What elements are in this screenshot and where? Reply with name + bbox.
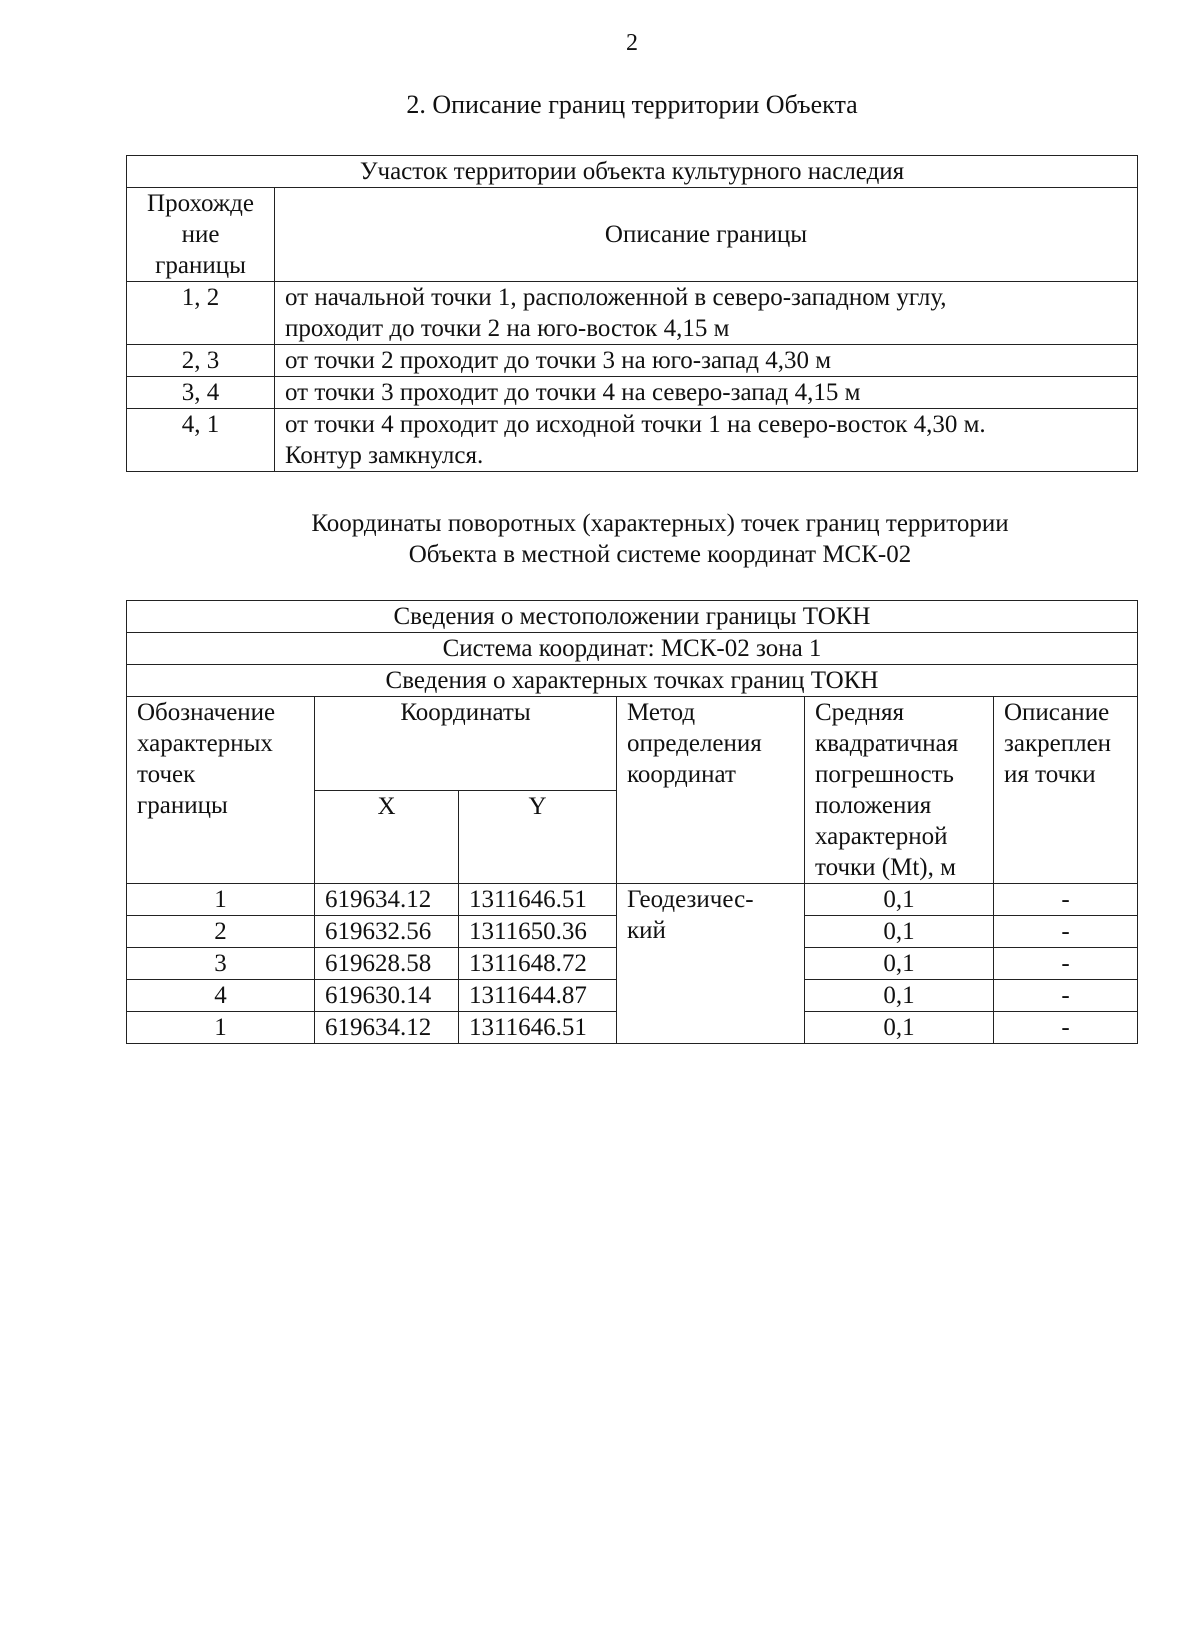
description-line: от точки 3 проходит до точки 4 на северо-запад 4,15 м: [285, 379, 861, 406]
description-line: от начальной точки 1, расположенной в северо-западном углу,: [285, 284, 947, 311]
section-title: 2. Описание границ территории Объекта: [406, 90, 858, 119]
x-cell: 619632.56: [315, 916, 459, 948]
page-number: 2: [626, 30, 638, 56]
error-cell: 0,1: [805, 916, 994, 948]
header-line: закреплен: [1004, 730, 1112, 757]
point-cell: 4: [127, 980, 315, 1012]
col-header-coordinates: Координаты: [315, 697, 617, 791]
header-line: Обозначение: [137, 699, 276, 726]
col-header-fixation: [994, 697, 1138, 884]
coordinates-heading-line: Координаты поворотных (характерных) точек границ территории: [311, 510, 1009, 537]
boundary-pass-cell: 1, 2: [127, 282, 275, 345]
y-cell: 1311644.87: [459, 980, 617, 1012]
coordinates-table: [126, 600, 1138, 1044]
col-header-boundary-description: Описание границы: [275, 188, 1138, 282]
header-line: погрешность: [815, 761, 954, 788]
header-line: Прохожде: [147, 190, 254, 217]
header-line: ия точки: [1004, 761, 1096, 788]
error-cell: 0,1: [805, 980, 994, 1012]
y-cell: 1311646.51: [459, 884, 617, 916]
col-header-designation: [127, 697, 315, 884]
header-line: точки (Mt), м: [815, 854, 956, 881]
header-line: координат: [627, 761, 736, 788]
header-line: Средняя: [815, 699, 905, 726]
y-cell: 1311648.72: [459, 948, 617, 980]
y-cell: 1311650.36: [459, 916, 617, 948]
fixation-cell: -: [994, 980, 1138, 1012]
x-cell: 619630.14: [315, 980, 459, 1012]
header-line: характерных: [137, 730, 273, 757]
coordinates-heading-line: Объекта в местной системе координат МСК-02: [408, 541, 912, 568]
error-cell: 0,1: [805, 884, 994, 916]
boundary-pass-cell: 2, 3: [127, 345, 275, 377]
description-line: проходит до точки 2 на юго-восток 4,15 м: [285, 315, 730, 342]
boundary-description-cell: [275, 345, 1138, 377]
fixation-cell: -: [994, 884, 1138, 916]
coordinates-heading: [0, 508, 1200, 570]
description-line: Контур замкнулся.: [285, 442, 484, 469]
x-cell: 619634.12: [315, 884, 459, 916]
point-cell: 3: [127, 948, 315, 980]
y-cell: 1311646.51: [459, 1012, 617, 1044]
boundary-description-cell: [275, 282, 1138, 345]
fixation-cell: -: [994, 948, 1138, 980]
header-line: границы: [137, 792, 228, 819]
header-line: характерной: [815, 823, 948, 850]
header-line: границы: [155, 252, 246, 279]
x-cell: 619634.12: [315, 1012, 459, 1044]
coords-header-system: Система координат: МСК-02 зона 1: [127, 633, 1138, 665]
col-header-y: Y: [459, 790, 617, 884]
table-header-row: [127, 633, 1138, 665]
col-header-boundary-pass: [127, 188, 275, 282]
table-header-row: [127, 601, 1138, 633]
header-line: Метод: [627, 699, 696, 726]
description-line: от точки 2 проходит до точки 3 на юго-запад 4,30 м: [285, 347, 832, 374]
method-cell: [617, 884, 805, 1044]
table-header-row: [127, 697, 1138, 791]
header-line: определения: [627, 730, 762, 757]
table-row: [127, 377, 1138, 409]
table-header-row: [127, 188, 1138, 282]
boundary-description-cell: [275, 377, 1138, 409]
error-cell: 0,1: [805, 1012, 994, 1044]
col-header-method: [617, 697, 805, 884]
table-row: [127, 345, 1138, 377]
table-row: [127, 282, 1138, 345]
point-cell: 1: [127, 884, 315, 916]
point-cell: 2: [127, 916, 315, 948]
table-row: [127, 409, 1138, 472]
x-cell: 619628.58: [315, 948, 459, 980]
table-row: [127, 884, 1138, 916]
fixation-cell: -: [994, 1012, 1138, 1044]
point-cell: 1: [127, 1012, 315, 1044]
boundary-pass-cell: 4, 1: [127, 409, 275, 472]
col-header-x: X: [315, 790, 459, 884]
col-header-error: [805, 697, 994, 884]
description-line: от точки 4 проходит до исходной точки 1 на северо-восток 4,30 м.: [285, 411, 986, 438]
table-header-row: [127, 665, 1138, 697]
coords-header-location: Сведения о местоположении границы ТОКН: [127, 601, 1138, 633]
header-line: Описание: [1004, 699, 1110, 726]
method-line: Геодезичес-: [627, 886, 754, 913]
header-line: ние: [181, 221, 220, 248]
coords-header-points: Сведения о характерных точках границ ТОКН: [127, 665, 1138, 697]
method-line: кий: [627, 917, 666, 944]
fixation-cell: -: [994, 916, 1138, 948]
error-cell: 0,1: [805, 948, 994, 980]
header-line: положения: [815, 792, 932, 819]
header-line: квадратичная: [815, 730, 959, 757]
header-line: точек: [137, 761, 196, 788]
boundary-description-table: [126, 155, 1138, 472]
boundary-pass-cell: 3, 4: [127, 377, 275, 409]
table-caption-row: [127, 156, 1138, 188]
boundary-description-cell: [275, 409, 1138, 472]
boundary-table-caption: Участок территории объекта культурного наследия: [127, 156, 1138, 188]
